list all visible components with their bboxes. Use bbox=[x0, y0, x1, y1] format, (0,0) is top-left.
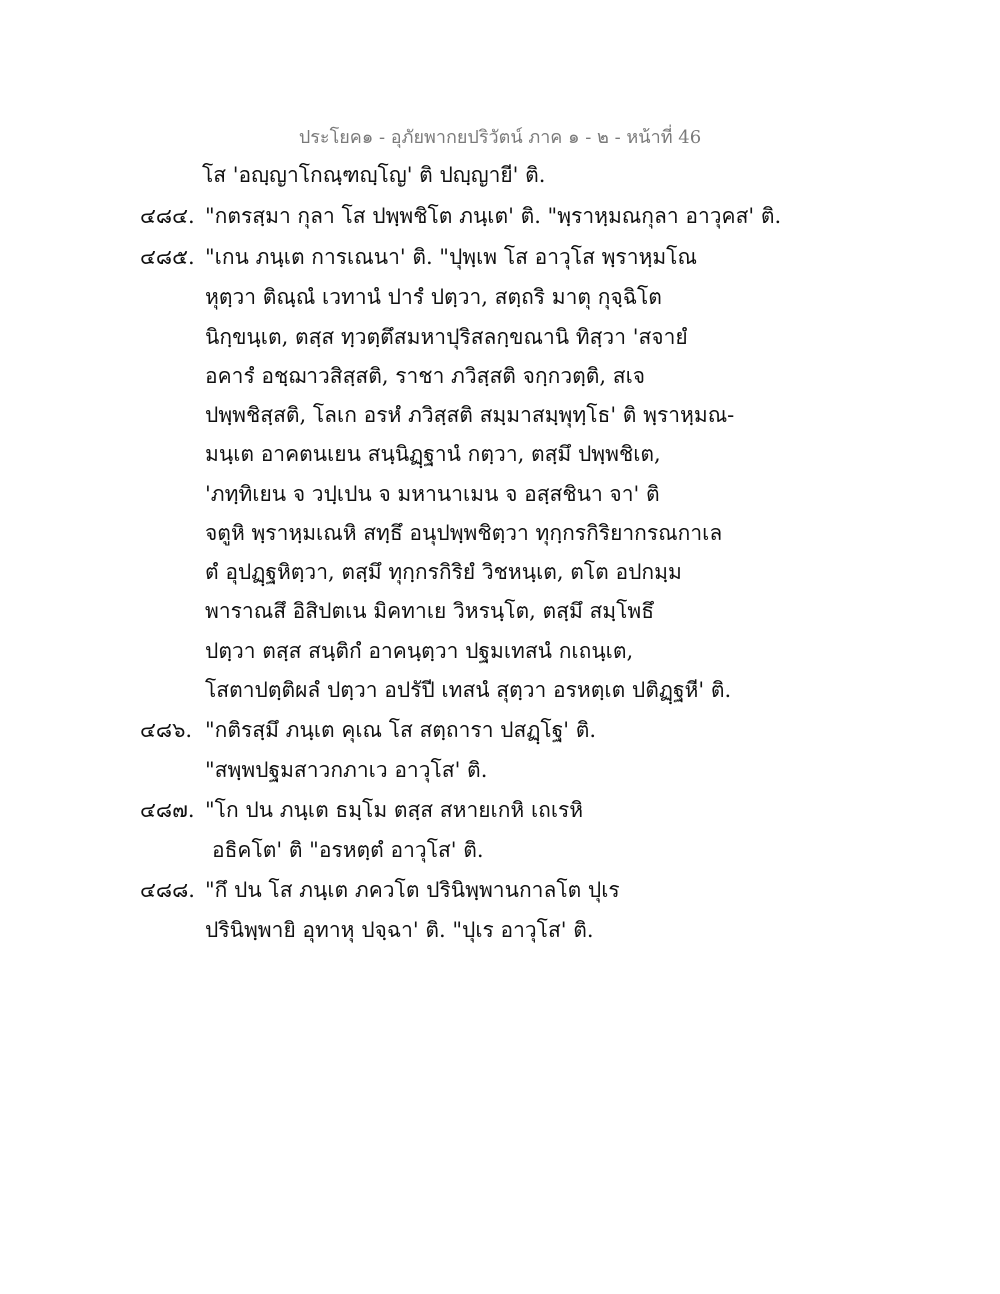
paragraph-line: ปพฺพชิสฺสติ, โลเก อรหํ ภวิสฺสติ สมฺมาสมฺพุทฺโธ' ติ พฺราหฺมณ- bbox=[205, 403, 735, 427]
intro-line: โส 'อญฺญาโกณฺฑญฺโญ' ติ ปญฺญายี' ติ. bbox=[202, 163, 546, 187]
paragraph-line: ปรินิพฺพายิ อุทาหุ ปจฺฉา' ติ. "ปุเร อาวุโส' ติ. bbox=[205, 918, 594, 942]
paragraph-number: ๔๘๖. bbox=[140, 718, 193, 742]
paragraph-line: นิกฺขนฺเต, ตสฺส ทฺวตฺตึสมหาปุริสลกฺขณานิ ทิสฺวา 'สจายํ bbox=[205, 325, 688, 349]
paragraph-line: มนฺเต อาคตนเยน สนฺนิฏฺฐานํ กตฺวา, ตสฺมึ ปพฺพชิเต, bbox=[205, 442, 661, 466]
paragraph-line: อธิคโต' ติ "อรหตฺตํ อาวุโส' ติ. bbox=[212, 838, 484, 862]
paragraph-number: ๔๘๗. bbox=[140, 798, 195, 822]
paragraph-line: ปตฺวา ตสฺส สนฺติกํ อาคนฺตฺวา ปฐมเทสนํ กเถนฺเต, bbox=[205, 639, 634, 663]
paragraph-line: หุตฺวา ติณฺณํ เวทานํ ปารํ ปตฺวา, สตฺถริ มาตุ กุจฺฉิโต bbox=[205, 285, 662, 309]
paragraph-number: ๔๘๕. bbox=[140, 245, 195, 269]
paragraph-line: โสตาปตฺติผลํ ปตฺวา อปรัปี เทสนํ สุตฺวา อรหตฺเต ปติฏฺฐหี' ติ. bbox=[205, 678, 732, 702]
paragraph-line: "เกน ภนฺเต การเณนา' ติ. "ปุพฺเพ โส อาวุโส พฺราหฺมโณ bbox=[205, 245, 697, 269]
paragraph-line: "สพฺพปฐมสาวกภาเว อาวุโส' ติ. bbox=[205, 758, 488, 782]
paragraph-line: "โก ปน ภนฺเต ธมฺโม ตสฺส สหายเกหิ เถเรหิ bbox=[205, 798, 584, 822]
paragraph-line: "กตรสฺมา กุลา โส ปพฺพชิโต ภนฺเต' ติ. "พฺราหฺมณกุลา อาวุคส' ติ. bbox=[205, 204, 782, 228]
paragraph-line: พาราณสึ อิสิปตเน มิคทาเย วิหรนฺโต, ตสฺมึ สมฺโพธึ bbox=[205, 599, 655, 623]
paragraph-line: ตํ อุปฏฺฐหิตฺวา, ตสฺมึ ทุกฺกรกิริยํ วิชหนฺเต, ตโต อปกมฺม bbox=[205, 560, 682, 584]
paragraph-number: ๔๘๘. bbox=[140, 878, 195, 902]
paragraph-line: อคารํ อชฺฌาวสิสฺสติ, ราชา ภวิสฺสติ จกฺกวตฺติ, สเจ bbox=[205, 364, 646, 388]
paragraph-line: "กติรสฺมึ ภนฺเต คุเณ โส สตฺถารา ปสฏฺโฐ' ติ. bbox=[205, 718, 597, 742]
paragraph-line: จตูหิ พฺราหฺมเณหิ สทฺธึ อนุปพฺพชิตฺวา ทุกฺกรกิริยากรณกาเล bbox=[205, 521, 723, 545]
page-header: ประโยค๑ - อุภัยพากยปริวัตน์ ภาค ๑ - ๒ - หน้าที่ 46 bbox=[298, 127, 702, 148]
paragraph-line: "กึ ปน โส ภนฺเต ภควโต ปรินิพฺพานกาลโต ปุเร bbox=[205, 878, 620, 902]
paragraph-line: 'ภทฺทิเยน จ วปฺเปน จ มหานาเมน จ อสฺสชินา จา' ติ bbox=[205, 482, 660, 506]
paragraph-number: ๔๘๔. bbox=[140, 204, 195, 228]
